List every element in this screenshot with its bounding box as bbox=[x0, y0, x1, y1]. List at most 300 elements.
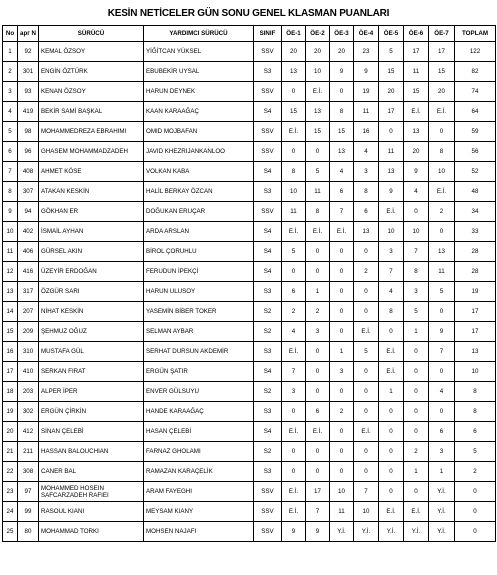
stage-3-cell: 3 bbox=[330, 362, 354, 382]
driver-cell: SERKAN FIRAT bbox=[39, 362, 144, 382]
table-row bbox=[3, 102, 496, 122]
codriver-cell: DOĞUKAN ERUÇAR bbox=[144, 202, 254, 222]
stage-2-cell: 0 bbox=[306, 442, 330, 462]
stage-4-cell: 3 bbox=[354, 162, 379, 182]
driver-cell: BEKİR SAMİ BAŞKAL bbox=[39, 102, 144, 122]
stage-4-cell: 2 bbox=[354, 262, 379, 282]
stage-4-cell: E.İ. bbox=[354, 422, 379, 442]
class-cell: S3 bbox=[254, 182, 282, 202]
stage-5-cell: E.İ. bbox=[379, 362, 404, 382]
stage-1-cell: 10 bbox=[282, 182, 306, 202]
stage-1-cell: 7 bbox=[282, 362, 306, 382]
stage-3-cell: E.İ. bbox=[330, 222, 354, 242]
stage-2-cell: 9 bbox=[306, 522, 330, 542]
driver-cell: ÜZEYİR ERDOĞAN bbox=[39, 262, 144, 282]
class-cell: S4 bbox=[254, 162, 282, 182]
stage-4-cell: 23 bbox=[354, 42, 379, 62]
stage-2-cell: 0 bbox=[306, 382, 330, 402]
page-title: KESİN NETİCELER GÜN SONU GENEL KLASMAN PUANLARI bbox=[107, 8, 390, 19]
stage-7-cell: 3 bbox=[429, 442, 455, 462]
car-number-cell: 80 bbox=[18, 522, 39, 542]
table-row bbox=[3, 202, 496, 222]
car-number-cell: 402 bbox=[18, 222, 39, 242]
class-cell: S4 bbox=[254, 242, 282, 262]
class-cell: SSV bbox=[254, 502, 282, 522]
stage-6-cell: 7 bbox=[404, 242, 429, 262]
stage-4-cell: 0 bbox=[354, 462, 379, 482]
stage-1-cell: 0 bbox=[282, 462, 306, 482]
stage-2-cell: 0 bbox=[306, 262, 330, 282]
stage-4-cell: 6 bbox=[354, 202, 379, 222]
class-cell: SSV bbox=[254, 42, 282, 62]
stage-5-cell: 15 bbox=[379, 62, 404, 82]
stage-2-cell: 15 bbox=[306, 122, 330, 142]
stage-1-cell: 11 bbox=[282, 202, 306, 222]
stage-7-cell: 15 bbox=[429, 62, 455, 82]
pos-cell: 18 bbox=[3, 382, 18, 402]
stage-6-cell: 1 bbox=[404, 462, 429, 482]
pos-cell: 9 bbox=[3, 202, 18, 222]
stage-1-cell: 0 bbox=[282, 442, 306, 462]
car-number-cell: 207 bbox=[18, 302, 39, 322]
stage-7-cell: 11 bbox=[429, 262, 455, 282]
codriver-cell: SERHAT DURSUN AKDEMİR bbox=[144, 342, 254, 362]
car-number-cell: 308 bbox=[18, 462, 39, 482]
pos-cell: 15 bbox=[3, 322, 18, 342]
codriver-cell: ENVER GÜLSUYU bbox=[144, 382, 254, 402]
stage-1-cell: 20 bbox=[282, 42, 306, 62]
stage-5-cell: 0 bbox=[379, 422, 404, 442]
stage-7-cell: 0 bbox=[429, 302, 455, 322]
stage-6-cell: E.İ. bbox=[404, 102, 429, 122]
stage-3-cell: 0 bbox=[330, 422, 354, 442]
stage-2-cell: 0 bbox=[306, 342, 330, 362]
stage-7-cell: Y.İ. bbox=[429, 502, 455, 522]
stage-5-cell: E.İ. bbox=[379, 342, 404, 362]
stage-6-cell: 1 bbox=[404, 322, 429, 342]
stage-5-cell: 4 bbox=[379, 282, 404, 302]
pos-cell: 8 bbox=[3, 182, 18, 202]
stage-4-cell: 10 bbox=[354, 502, 379, 522]
stage-2-cell: E.İ. bbox=[306, 422, 330, 442]
stage-4-cell: 8 bbox=[354, 182, 379, 202]
driver-cell: ENGİN ÖZTÜRK bbox=[39, 62, 144, 82]
stage-7-cell: 17 bbox=[429, 42, 455, 62]
stage-4-cell: 9 bbox=[354, 62, 379, 82]
header-cell: ÖE-1 bbox=[282, 26, 306, 42]
total-cell: 17 bbox=[455, 302, 496, 322]
driver-cell: CANER BAL bbox=[39, 462, 144, 482]
pos-cell: 22 bbox=[3, 462, 18, 482]
class-cell: S4 bbox=[254, 262, 282, 282]
driver-cell: NİHAT KESKİN bbox=[39, 302, 144, 322]
stage-6-cell: 20 bbox=[404, 142, 429, 162]
class-cell: S2 bbox=[254, 322, 282, 342]
header-cell: ÖE-5 bbox=[379, 26, 404, 42]
stage-7-cell: 1 bbox=[429, 462, 455, 482]
pos-cell: 25 bbox=[3, 522, 18, 542]
driver-cell: GÖKHAN ER bbox=[39, 202, 144, 222]
driver-cell: AHMET KÖSE bbox=[39, 162, 144, 182]
codriver-cell: SELMAN AYBAR bbox=[144, 322, 254, 342]
stage-6-cell: 9 bbox=[404, 162, 429, 182]
stage-1-cell: 4 bbox=[282, 322, 306, 342]
stage-2-cell: 2 bbox=[306, 302, 330, 322]
stage-3-cell: 0 bbox=[330, 442, 354, 462]
stage-6-cell: 0 bbox=[404, 422, 429, 442]
stage-5-cell: 0 bbox=[379, 462, 404, 482]
pos-cell: 12 bbox=[3, 262, 18, 282]
stage-6-cell: 0 bbox=[404, 402, 429, 422]
class-cell: S4 bbox=[254, 222, 282, 242]
stage-3-cell: 11 bbox=[330, 502, 354, 522]
total-cell: 10 bbox=[455, 362, 496, 382]
class-cell: S3 bbox=[254, 462, 282, 482]
total-cell: 28 bbox=[455, 262, 496, 282]
header-cell: TOPLAM bbox=[455, 26, 496, 42]
pos-cell: 2 bbox=[3, 62, 18, 82]
driver-cell: HASSAN BALOUCHIAN bbox=[39, 442, 144, 462]
total-cell: 6 bbox=[455, 422, 496, 442]
table-row bbox=[3, 482, 496, 502]
stage-4-cell: 16 bbox=[354, 122, 379, 142]
table-row bbox=[3, 242, 496, 262]
table-row bbox=[3, 222, 496, 242]
codriver-cell: HARUN ULUSOY bbox=[144, 282, 254, 302]
stage-5-cell: Y.İ. bbox=[379, 522, 404, 542]
stage-4-cell: 0 bbox=[354, 242, 379, 262]
pos-cell: 1 bbox=[3, 42, 18, 62]
class-cell: S4 bbox=[254, 362, 282, 382]
driver-cell: MOHAMMED HOSEIN SAFCARZADEH RAFIEI bbox=[39, 482, 144, 502]
driver-cell: KEMAL ÖZSOY bbox=[39, 42, 144, 62]
car-number-cell: 99 bbox=[18, 502, 39, 522]
stage-7-cell: E.İ. bbox=[429, 182, 455, 202]
standings-body bbox=[3, 42, 496, 542]
car-number-cell: 302 bbox=[18, 402, 39, 422]
header-cell: ÖE-3 bbox=[330, 26, 354, 42]
stage-3-cell: 15 bbox=[330, 122, 354, 142]
stage-1-cell: 2 bbox=[282, 302, 306, 322]
stage-1-cell: 6 bbox=[282, 282, 306, 302]
stage-3-cell: 0 bbox=[330, 382, 354, 402]
stage-7-cell: 4 bbox=[429, 382, 455, 402]
stage-7-cell: 7 bbox=[429, 342, 455, 362]
header-row bbox=[3, 26, 496, 42]
pos-cell: 11 bbox=[3, 242, 18, 262]
stage-3-cell: 0 bbox=[330, 82, 354, 102]
stage-3-cell: 20 bbox=[330, 42, 354, 62]
pos-cell: 24 bbox=[3, 502, 18, 522]
stage-1-cell: E.İ. bbox=[282, 502, 306, 522]
driver-cell: MOHAMMAD TORKI bbox=[39, 522, 144, 542]
car-number-cell: 209 bbox=[18, 322, 39, 342]
total-cell: 34 bbox=[455, 202, 496, 222]
stage-1-cell: 8 bbox=[282, 162, 306, 182]
table-row bbox=[3, 282, 496, 302]
stage-7-cell: Y.İ. bbox=[429, 522, 455, 542]
codriver-cell: ERGÜN ŞATIR bbox=[144, 362, 254, 382]
class-cell: S2 bbox=[254, 442, 282, 462]
driver-cell: KENAN ÖZSOY bbox=[39, 82, 144, 102]
driver-cell: MUSTAFA GÜL bbox=[39, 342, 144, 362]
stage-7-cell: 20 bbox=[429, 82, 455, 102]
table-row bbox=[3, 502, 496, 522]
car-number-cell: 317 bbox=[18, 282, 39, 302]
pos-cell: 16 bbox=[3, 342, 18, 362]
stage-1-cell: E.İ. bbox=[282, 342, 306, 362]
stage-7-cell: E.İ. bbox=[429, 102, 455, 122]
stage-6-cell: 13 bbox=[404, 122, 429, 142]
header-cell: ÖE-4 bbox=[354, 26, 379, 42]
table-row bbox=[3, 182, 496, 202]
class-cell: SSV bbox=[254, 202, 282, 222]
header-cell: ÖE-2 bbox=[306, 26, 330, 42]
stage-1-cell: 9 bbox=[282, 522, 306, 542]
class-cell: S3 bbox=[254, 282, 282, 302]
stage-5-cell: 1 bbox=[379, 382, 404, 402]
stage-1-cell: E.İ. bbox=[282, 122, 306, 142]
stage-5-cell: 0 bbox=[379, 442, 404, 462]
class-cell: S3 bbox=[254, 342, 282, 362]
stage-2-cell: 3 bbox=[306, 322, 330, 342]
total-cell: 13 bbox=[455, 342, 496, 362]
stage-6-cell: 5 bbox=[404, 302, 429, 322]
codriver-cell: MEYSAM KIANY bbox=[144, 502, 254, 522]
stage-1-cell: 3 bbox=[282, 382, 306, 402]
stage-5-cell: 0 bbox=[379, 402, 404, 422]
car-number-cell: 307 bbox=[18, 182, 39, 202]
total-cell: 52 bbox=[455, 162, 496, 182]
stage-4-cell: E.İ. bbox=[354, 322, 379, 342]
stage-6-cell: 3 bbox=[404, 282, 429, 302]
stage-4-cell: 19 bbox=[354, 82, 379, 102]
stage-7-cell: Y.İ. bbox=[429, 482, 455, 502]
stage-5-cell: 0 bbox=[379, 122, 404, 142]
stage-1-cell: E.İ. bbox=[282, 482, 306, 502]
stage-2-cell: 17 bbox=[306, 482, 330, 502]
car-number-cell: 410 bbox=[18, 362, 39, 382]
table-row bbox=[3, 322, 496, 342]
class-cell: S2 bbox=[254, 302, 282, 322]
class-cell: S4 bbox=[254, 422, 282, 442]
total-cell: 48 bbox=[455, 182, 496, 202]
stage-2-cell: E.İ. bbox=[306, 222, 330, 242]
codriver-cell: YİĞİTCAN YÜKSEL bbox=[144, 42, 254, 62]
codriver-cell: FERUDUN İPEKÇİ bbox=[144, 262, 254, 282]
stage-4-cell: 0 bbox=[354, 302, 379, 322]
stage-6-cell: 0 bbox=[404, 202, 429, 222]
stage-3-cell: 1 bbox=[330, 342, 354, 362]
stage-5-cell: 17 bbox=[379, 102, 404, 122]
class-cell: SSV bbox=[254, 122, 282, 142]
stage-2-cell: E.İ. bbox=[306, 82, 330, 102]
table-row bbox=[3, 382, 496, 402]
class-cell: SSV bbox=[254, 522, 282, 542]
total-cell: 82 bbox=[455, 62, 496, 82]
stage-3-cell: 4 bbox=[330, 162, 354, 182]
stage-6-cell: 8 bbox=[404, 262, 429, 282]
stage-3-cell: 2 bbox=[330, 402, 354, 422]
stage-4-cell: 11 bbox=[354, 102, 379, 122]
stage-4-cell: 7 bbox=[354, 482, 379, 502]
class-cell: SSV bbox=[254, 142, 282, 162]
codriver-cell: HASAN ÇELEBİ bbox=[144, 422, 254, 442]
total-cell: 8 bbox=[455, 402, 496, 422]
stage-1-cell: 0 bbox=[282, 402, 306, 422]
pos-cell: 4 bbox=[3, 102, 18, 122]
stage-5-cell: 11 bbox=[379, 142, 404, 162]
total-cell: 122 bbox=[455, 42, 496, 62]
class-cell: SSV bbox=[254, 82, 282, 102]
stage-6-cell: 0 bbox=[404, 482, 429, 502]
stage-3-cell: 8 bbox=[330, 102, 354, 122]
total-cell: 5 bbox=[455, 442, 496, 462]
car-number-cell: 203 bbox=[18, 382, 39, 402]
header-cell: ÖE-7 bbox=[429, 26, 455, 42]
stage-2-cell: 0 bbox=[306, 142, 330, 162]
stage-5-cell: 3 bbox=[379, 242, 404, 262]
codriver-cell: YASEMİN BİBER TOKER bbox=[144, 302, 254, 322]
stage-5-cell: 20 bbox=[379, 82, 404, 102]
car-number-cell: 301 bbox=[18, 62, 39, 82]
total-cell: 56 bbox=[455, 142, 496, 162]
stage-4-cell: Y.İ. bbox=[354, 522, 379, 542]
stage-6-cell: E.İ. bbox=[404, 502, 429, 522]
car-number-cell: 92 bbox=[18, 42, 39, 62]
stage-4-cell: 0 bbox=[354, 442, 379, 462]
total-cell: 0 bbox=[455, 502, 496, 522]
driver-cell: İSMAİL AYHAN bbox=[39, 222, 144, 242]
header-cell: YARDIMCI SÜRÜCÜ bbox=[144, 26, 254, 42]
stage-7-cell: 8 bbox=[429, 142, 455, 162]
driver-cell: ŞEHMUZ OĞUZ bbox=[39, 322, 144, 342]
stage-5-cell: 0 bbox=[379, 482, 404, 502]
pos-cell: 3 bbox=[3, 82, 18, 102]
stage-2-cell: 8 bbox=[306, 202, 330, 222]
class-cell: SSV bbox=[254, 482, 282, 502]
stage-6-cell: 17 bbox=[404, 42, 429, 62]
car-number-cell: 412 bbox=[18, 422, 39, 442]
total-cell: 2 bbox=[455, 462, 496, 482]
stage-2-cell: 5 bbox=[306, 162, 330, 182]
stage-2-cell: 0 bbox=[306, 242, 330, 262]
total-cell: 59 bbox=[455, 122, 496, 142]
pos-cell: 19 bbox=[3, 402, 18, 422]
codriver-cell: HARUN DEYNEK bbox=[144, 82, 254, 102]
total-cell: 28 bbox=[455, 242, 496, 262]
car-number-cell: 416 bbox=[18, 262, 39, 282]
class-cell: S3 bbox=[254, 62, 282, 82]
header-cell: ÖE-6 bbox=[404, 26, 429, 42]
pos-cell: 13 bbox=[3, 282, 18, 302]
car-number-cell: 408 bbox=[18, 162, 39, 182]
stage-2-cell: 11 bbox=[306, 182, 330, 202]
car-number-cell: 406 bbox=[18, 242, 39, 262]
table-row bbox=[3, 122, 496, 142]
stage-4-cell: 5 bbox=[354, 342, 379, 362]
stage-2-cell: 20 bbox=[306, 42, 330, 62]
stage-5-cell: 13 bbox=[379, 162, 404, 182]
stage-5-cell: 10 bbox=[379, 222, 404, 242]
codriver-cell: FARNAZ GHOLAMI bbox=[144, 442, 254, 462]
class-cell: S2 bbox=[254, 382, 282, 402]
class-cell: S4 bbox=[254, 102, 282, 122]
stage-3-cell: 10 bbox=[330, 482, 354, 502]
stage-3-cell: 0 bbox=[330, 322, 354, 342]
total-cell: 0 bbox=[455, 522, 496, 542]
stage-4-cell: 0 bbox=[354, 382, 379, 402]
codriver-cell: OMID MOJBAFAN bbox=[144, 122, 254, 142]
stage-7-cell: 0 bbox=[429, 222, 455, 242]
driver-cell: ERGÜN ÇİRKİN bbox=[39, 402, 144, 422]
pos-cell: 7 bbox=[3, 162, 18, 182]
total-cell: 8 bbox=[455, 382, 496, 402]
table-row bbox=[3, 442, 496, 462]
class-cell: S3 bbox=[254, 402, 282, 422]
stage-7-cell: 13 bbox=[429, 242, 455, 262]
stage-2-cell: 0 bbox=[306, 462, 330, 482]
table-row bbox=[3, 342, 496, 362]
codriver-cell: KAAN KARAAĞAÇ bbox=[144, 102, 254, 122]
stage-1-cell: 0 bbox=[282, 142, 306, 162]
stage-3-cell: 0 bbox=[330, 462, 354, 482]
stage-7-cell: 6 bbox=[429, 422, 455, 442]
header-cell: SINIF bbox=[254, 26, 282, 42]
stage-2-cell: 1 bbox=[306, 282, 330, 302]
stage-3-cell: Y.İ. bbox=[330, 522, 354, 542]
stage-6-cell: 10 bbox=[404, 222, 429, 242]
stage-4-cell: 0 bbox=[354, 362, 379, 382]
driver-cell: GÜRSEL AKIN bbox=[39, 242, 144, 262]
stage-7-cell: 9 bbox=[429, 322, 455, 342]
stage-7-cell: 10 bbox=[429, 162, 455, 182]
car-number-cell: 98 bbox=[18, 122, 39, 142]
header-cell: SÜRÜCÜ bbox=[39, 26, 144, 42]
table-row bbox=[3, 42, 496, 62]
table-row bbox=[3, 82, 496, 102]
pos-cell: 17 bbox=[3, 362, 18, 382]
driver-cell: ÖZGÜR SARI bbox=[39, 282, 144, 302]
stage-4-cell: 13 bbox=[354, 222, 379, 242]
stage-4-cell: 4 bbox=[354, 142, 379, 162]
total-cell: 74 bbox=[455, 82, 496, 102]
stage-3-cell: 0 bbox=[330, 242, 354, 262]
table-row bbox=[3, 462, 496, 482]
stage-4-cell: 0 bbox=[354, 282, 379, 302]
driver-cell: GHASEM MOHAMMADZADEH bbox=[39, 142, 144, 162]
stage-3-cell: 9 bbox=[330, 62, 354, 82]
stage-6-cell: 15 bbox=[404, 82, 429, 102]
stage-5-cell: E.İ. bbox=[379, 502, 404, 522]
table-row bbox=[3, 62, 496, 82]
car-number-cell: 97 bbox=[18, 482, 39, 502]
stage-6-cell: 4 bbox=[404, 182, 429, 202]
stage-5-cell: 7 bbox=[379, 262, 404, 282]
pos-cell: 21 bbox=[3, 442, 18, 462]
stage-1-cell: 0 bbox=[282, 82, 306, 102]
total-cell: 17 bbox=[455, 322, 496, 342]
stage-1-cell: 0 bbox=[282, 262, 306, 282]
codriver-cell: JAVID KHEZRIJANKANLOO bbox=[144, 142, 254, 162]
stage-6-cell: 0 bbox=[404, 382, 429, 402]
stage-2-cell: 10 bbox=[306, 62, 330, 82]
header-cell: арг N bbox=[18, 26, 39, 42]
stage-4-cell: 0 bbox=[354, 402, 379, 422]
stage-5-cell: E.İ. bbox=[379, 202, 404, 222]
codriver-cell: ARAM FAYEGHI bbox=[144, 482, 254, 502]
stage-7-cell: 0 bbox=[429, 362, 455, 382]
